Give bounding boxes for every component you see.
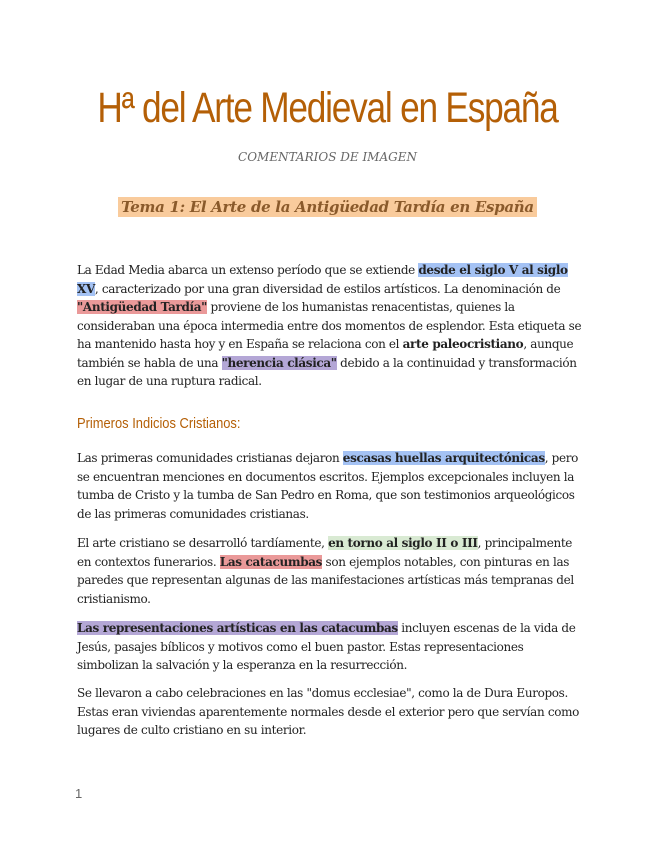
intro-bold-paleocristiano: arte paleocristiano <box>402 337 524 351</box>
p2-text-3: son ejemplos notables, con pinturas en las paredes que representan algunas de las manifestaciones artísticas más tempranas del cristianismo. <box>77 554 574 606</box>
intro-highlight-centuries: desde el siglo V al siglo XV <box>77 263 568 296</box>
paragraph-3 <box>77 619 587 675</box>
intro-highlight-antiguedad: "Antigüedad Tardía" <box>77 300 208 314</box>
section-heading: Primeros Indicios Cristianos: <box>77 415 241 432</box>
paragraph-4 <box>77 684 587 740</box>
p1-highlight: escasas huellas arquitectónicas <box>342 451 545 465</box>
document-subtitle: COMENTARIOS DE IMAGEN <box>238 150 417 164</box>
p2-text-2: , principalmente en contextos funerarios. <box>77 536 573 569</box>
p3-text-1: incluyen escenas de la vida de Jesús, pasajes bíblicos y motivos como el buen pastor. Estas representaciones simbolizan la salvación y la esperanza en la resurrección. <box>77 621 576 672</box>
intro-highlight-herencia: "herencia clásica" <box>221 355 337 370</box>
page-number: 1 <box>75 786 83 801</box>
intro-text-1: La Edad Media abarca un extenso período que se extiende <box>77 263 419 277</box>
intro-paragraph <box>77 261 587 391</box>
p1-text-1: Las primeras comunidades cristianas dejaron <box>77 451 343 465</box>
p3-highlight: Las representaciones artísticas en las catacumbas <box>77 621 398 635</box>
intro-text-2: , caracterizado por una gran diversidad de estilos artísticos. La denominación de <box>94 281 561 296</box>
intro-text-3: proviene de los humanistas renacentistas, quienes la consideraban una época intermedia entre dos momentos de esplendor. Esta etiqueta se ha mantenido hasta hoy y en España se relaciona con el <box>77 300 582 351</box>
theme-heading-wrap <box>0 197 655 217</box>
paragraph-2 <box>77 534 587 608</box>
intro-text-5: debido a la continuidad y transformación en lugar de una ruptura radical. <box>77 355 577 388</box>
p1-text-2: , pero se encuentran menciones en documentos escritos. Ejemplos excepcionales incluyen la tumba de Cristo y la tumba de San Pedro en Roma, que son testimonios arqueológicos de las primeras comunidades cristianas. <box>77 451 578 521</box>
intro-text-4: , aunque también se habla de una <box>77 337 574 370</box>
p2-highlight-century: en torno al siglo II o III <box>328 536 478 550</box>
p2-text-1: El arte cristiano se desarrolló tardíamente, <box>77 536 329 550</box>
p4-text-1: Se llevaron a cabo celebraciones en las "domus ecclesiae", como la de Dura Europos. Estas eran viviendas aparentemente normales desde el exterior pero que servían como lugares de culto cristiano en su interior. <box>77 686 579 737</box>
document-title: Hª del Arte Medieval en España <box>97 84 558 132</box>
theme-heading: Tema 1: El Arte de la Antigüedad Tardía en España <box>118 197 537 217</box>
p2-highlight-catacumbas: Las catacumbas <box>219 554 323 569</box>
paragraph-1 <box>77 449 587 523</box>
